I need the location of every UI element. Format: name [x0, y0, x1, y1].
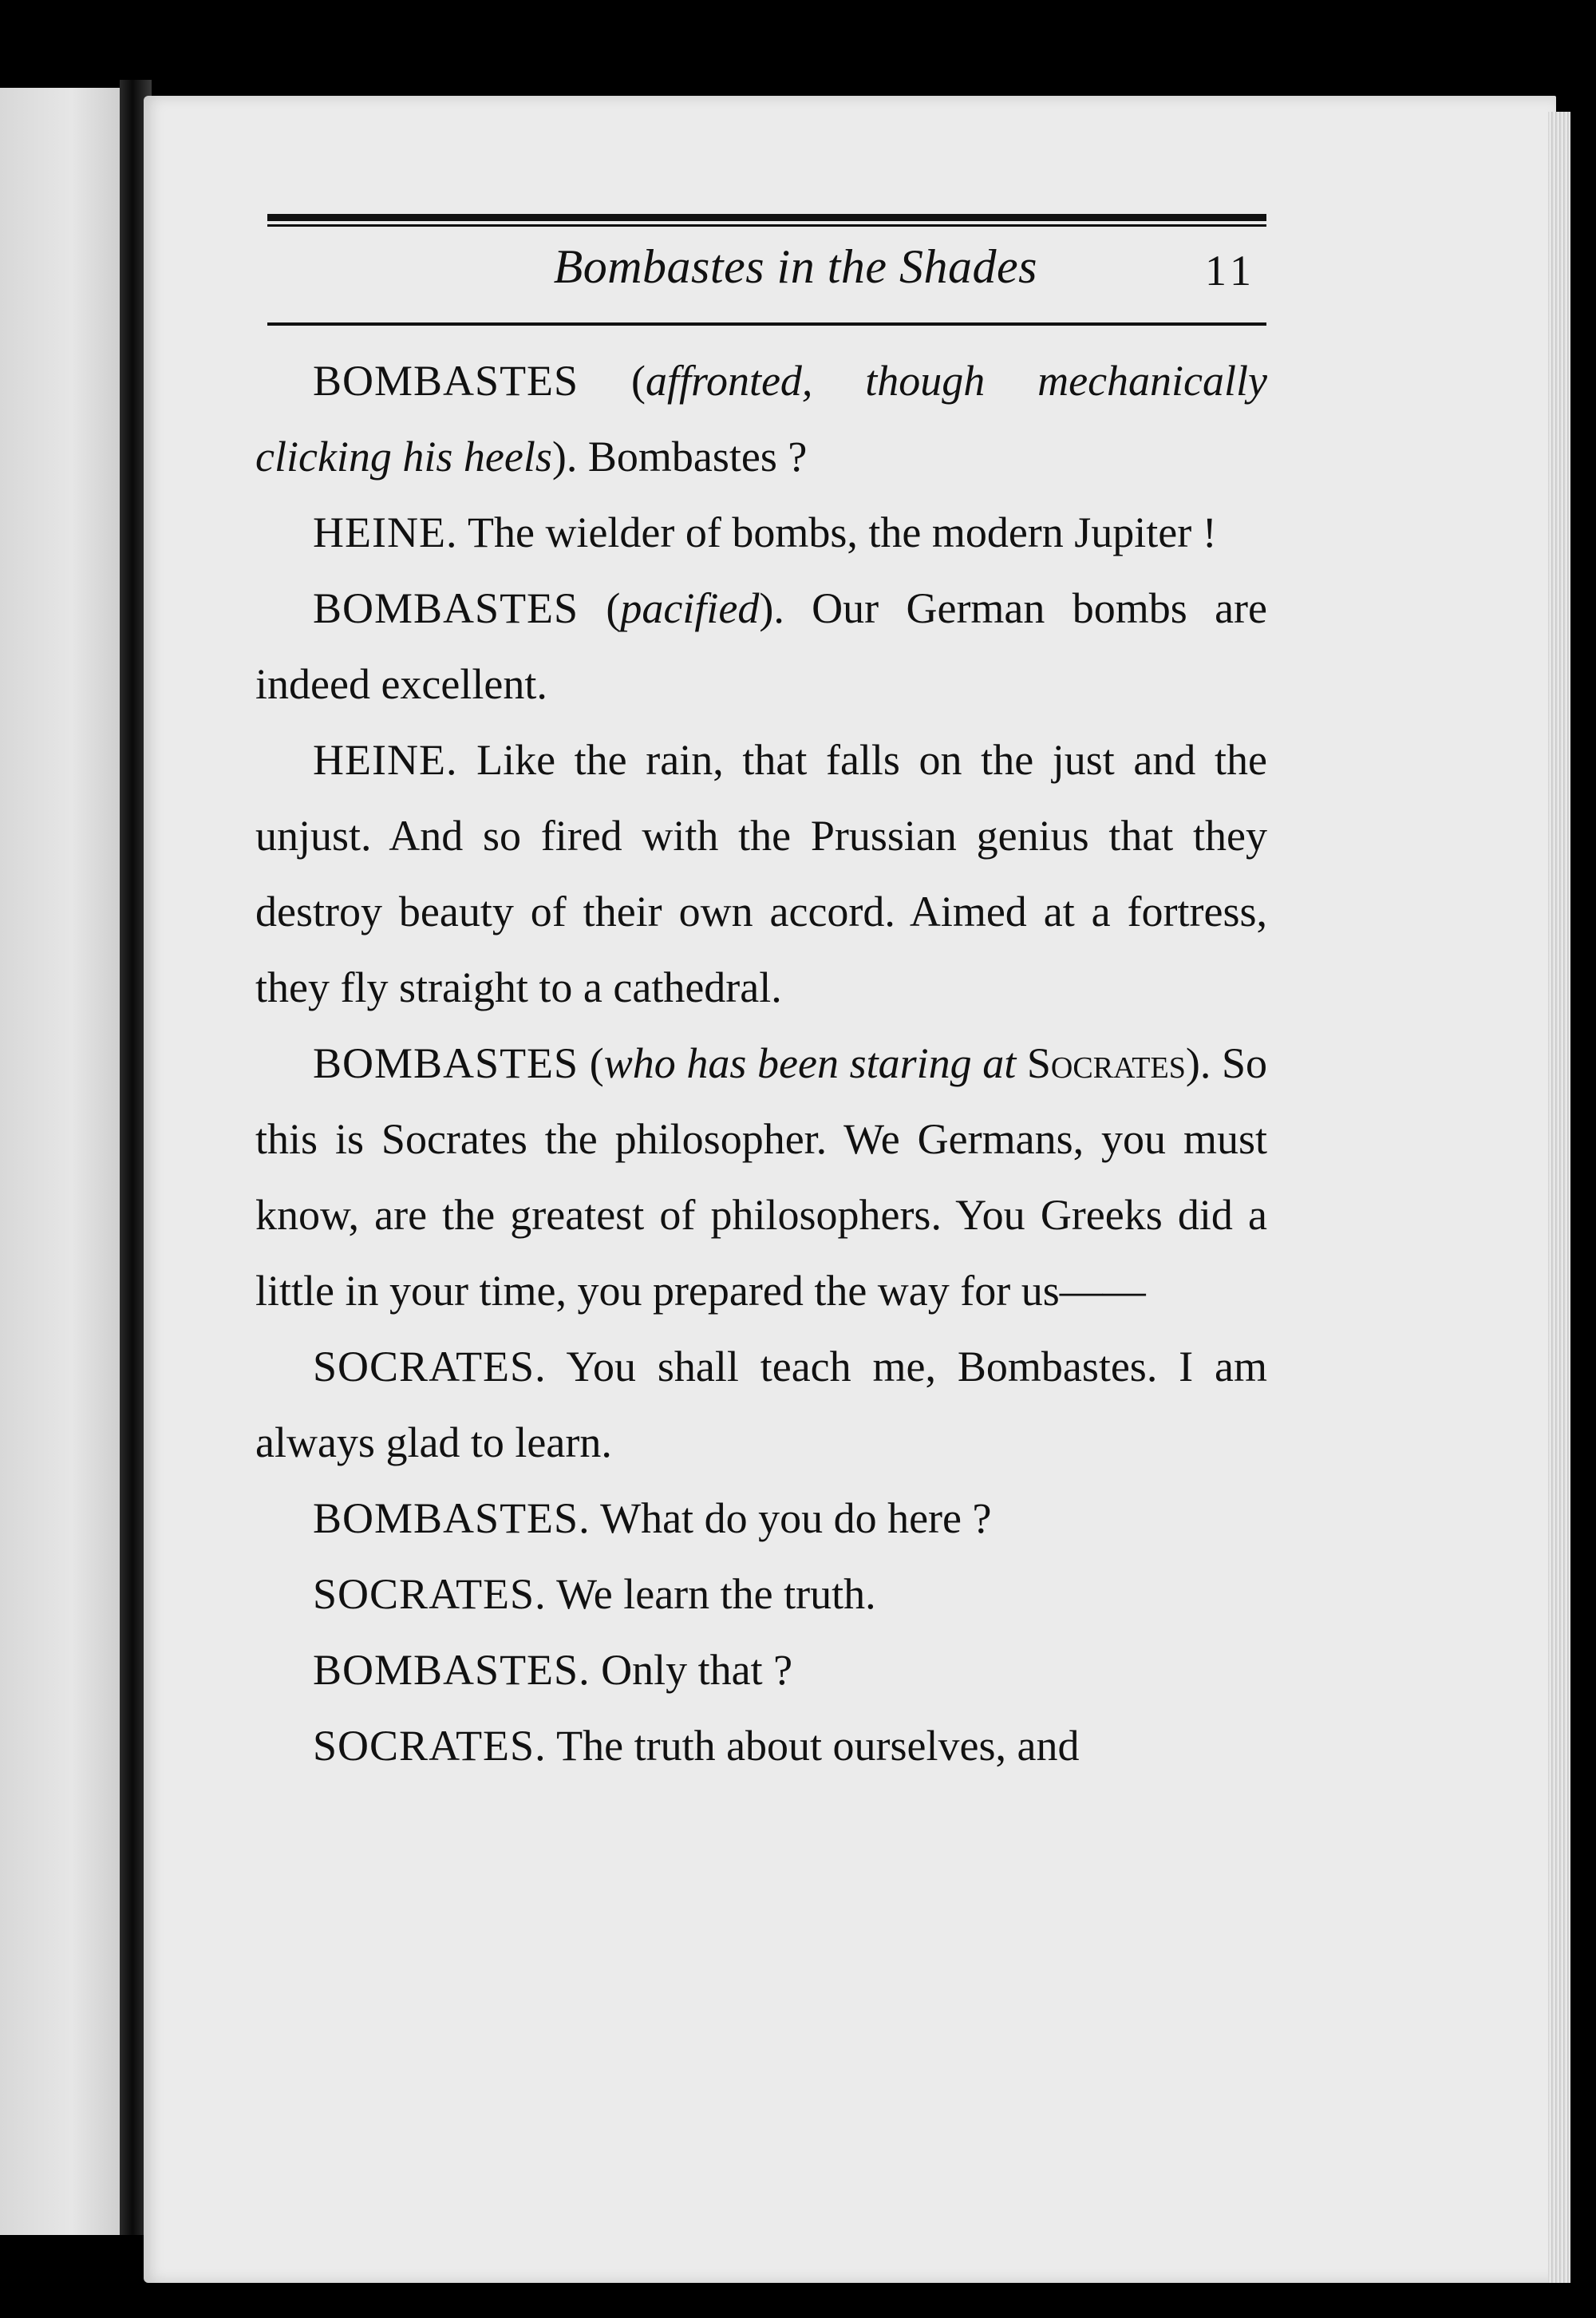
dialogue-paragraph: [255, 722, 1267, 1026]
speaker-name: SOCRATES.: [313, 1570, 547, 1618]
stage-direction-name: Socrates: [1026, 1039, 1186, 1087]
dialogue-text: The truth about ourselves, and: [556, 1722, 1080, 1770]
dialogue-paragraph: [255, 1481, 1267, 1557]
dialogue-text: We learn the truth.: [556, 1570, 876, 1618]
page-number: 11: [1205, 247, 1256, 295]
dialogue-paragraph: BOMBASTES (who has been staring at Socrates). So this is Socrates the philosopher. We Germans, you must know, are the greatest of philosophers. You Greeks did a little in your time, you prepared the way for us——: [255, 1039, 1268, 1315]
stage-direction: pacified: [620, 584, 760, 632]
dialogue-body: [255, 343, 1267, 1784]
dialogue-text: Our German bombs are indeed excellent.: [255, 584, 1267, 708]
speaker-name: BOMBASTES: [313, 357, 579, 405]
header-rule-thick: [267, 214, 1266, 221]
dialogue-paragraph: [255, 1632, 1267, 1708]
speaker-name: HEINE.: [313, 508, 458, 556]
dialogue-text: So this is Socrates the philosopher. We Germans, you must know, are the greatest of philosophers. You Greeks did a little in your time, you prepared the way for us——: [255, 1039, 1268, 1315]
speaker-name: HEINE.: [313, 736, 458, 784]
running-title: Bombastes in the Shades: [553, 240, 1037, 293]
dialogue-text: You shall teach me, Bombastes. I am always glad to learn.: [255, 1343, 1267, 1466]
speaker-name: SOCRATES.: [313, 1722, 547, 1770]
dialogue-paragraph: BOMBASTES (affronted, though mechanically clicking his heels). Bombastes ?: [255, 357, 1268, 481]
stage-direction: who has been staring at: [603, 1039, 1017, 1087]
page-stack-edge: [1548, 112, 1570, 2283]
speaker-name: BOMBASTES: [313, 584, 579, 632]
speaker-name: BOMBASTES.: [313, 1494, 591, 1542]
dialogue-paragraph: [255, 1329, 1267, 1481]
dialogue-text: What do you do here ?: [600, 1494, 992, 1542]
stage-direction: affronted, though mechanically clicking his heels: [255, 357, 1268, 481]
speaker-name: BOMBASTES.: [313, 1646, 591, 1694]
dialogue-text: Only that ?: [601, 1646, 793, 1694]
speaker-name: SOCRATES.: [313, 1343, 547, 1390]
dialogue-text: The wielder of bombs, the modern Jupiter !: [467, 508, 1217, 556]
dialogue-text: Like the rain, that falls on the just and the unjust. And so fired with the Prussian genius that they destroy beauty of their own accord. Aimed at a fortress, they fly straight to a cathedral.: [255, 736, 1268, 1011]
dialogue-paragraph: [255, 1708, 1267, 1784]
dialogue-text: Bombastes ?: [587, 433, 808, 481]
dialogue-paragraph: BOMBASTES (pacified). Our German bombs are indeed excellent.: [255, 584, 1267, 708]
dialogue-paragraph: [255, 1557, 1267, 1632]
dialogue-paragraph: [255, 495, 1267, 571]
facing-page-edge: [0, 88, 120, 2235]
speaker-name: BOMBASTES: [313, 1039, 579, 1087]
header-rule-bottom: [267, 322, 1266, 326]
header-rule-thin: [267, 224, 1266, 227]
